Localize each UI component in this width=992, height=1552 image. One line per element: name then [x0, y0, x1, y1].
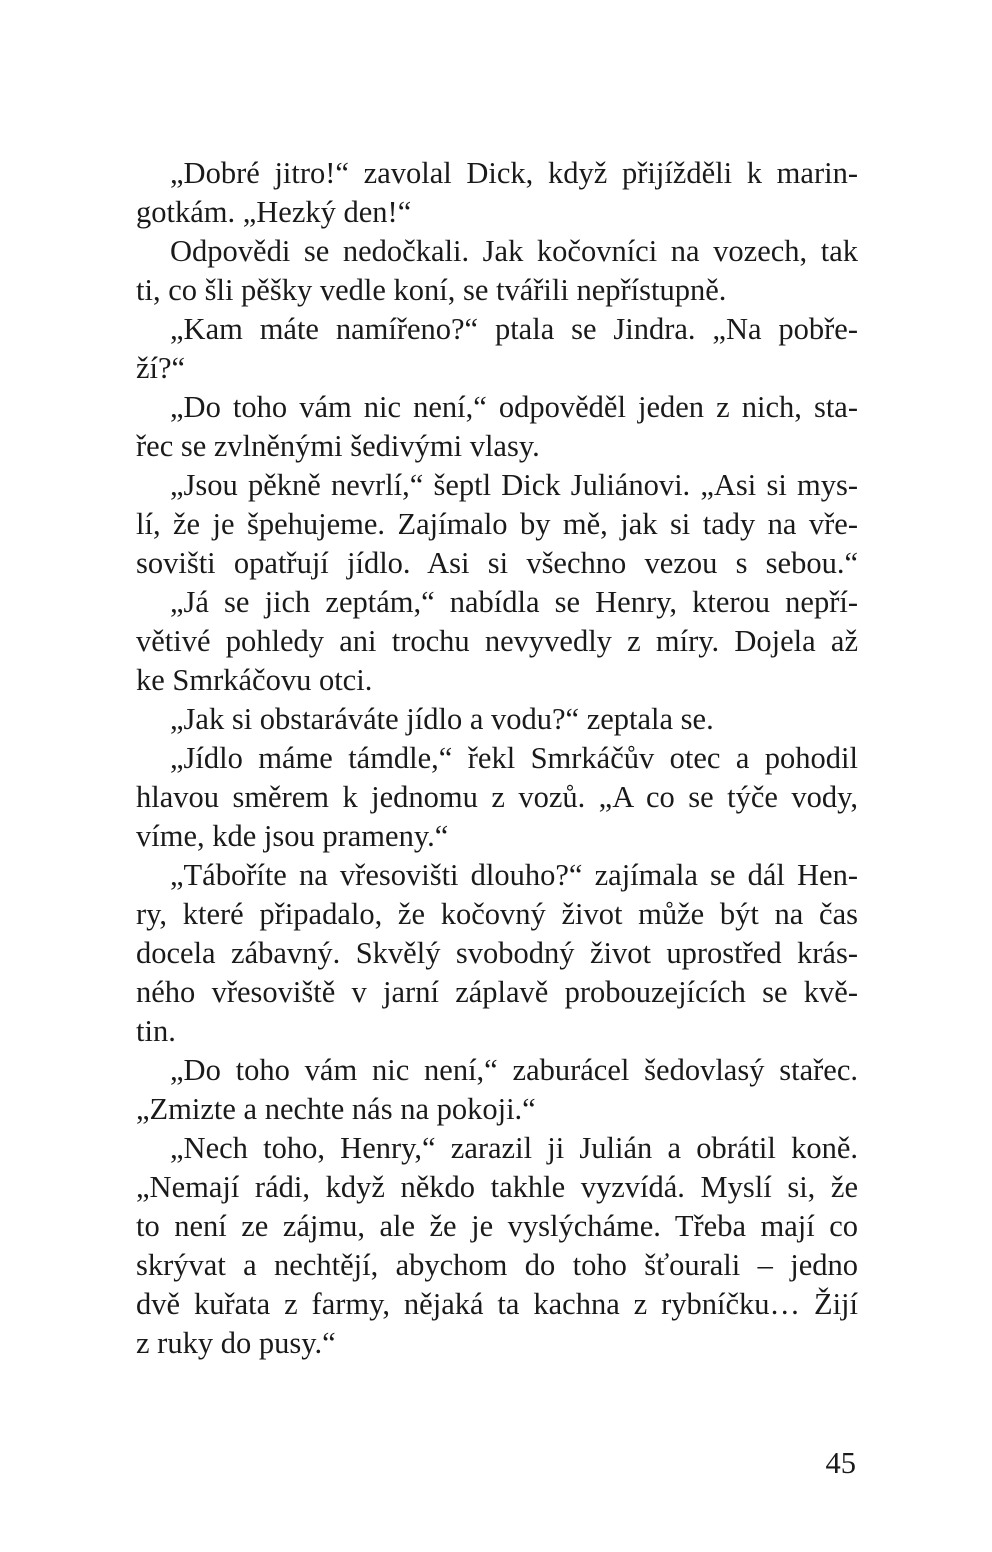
text-line: hlavou směrem k jednomu z vozů. „A co se týče vody,	[136, 780, 858, 814]
text-line: sovišti opatřují jídlo. Asi si všechno vezou s sebou.“	[136, 546, 858, 580]
text-line: ného vřesoviště v jarní záplavě probouzejících se kvě-	[136, 975, 858, 1009]
text-line: ry, které připadalo, že kočovný život může být na čas	[136, 897, 858, 931]
page-number: 45	[825, 1446, 856, 1480]
text-line: „Jídlo máme támdle,“ řekl Smrkáčův otec a pohodil	[170, 741, 858, 775]
text-line: řec se zvlněnými šedivými vlasy.	[136, 429, 540, 463]
text-line: „Kam máte namířeno?“ ptala se Jindra. „Na pobře-	[170, 312, 858, 346]
text-line: skrývat a nechtějí, abychom do toho šťourali – jedno	[136, 1248, 858, 1282]
text-line: „Dobré jitro!“ zavolal Dick, když přijížděli k marin-	[170, 156, 858, 190]
text-line: větivé pohledy ani trochu nevyvedly z míry. Dojela až	[136, 624, 858, 658]
text-line: z ruky do pusy.“	[136, 1326, 336, 1360]
text-line: „Nemají rádi, když někdo takhle vyzvídá. Myslí si, že	[136, 1170, 858, 1204]
text-line: ti, co šli pěšky vedle koní, se tvářili nepřístupně.	[136, 273, 727, 307]
text-line: „Táboříte na vřesovišti dlouho?“ zajímala se dál Hen-	[170, 858, 858, 892]
text-line: ke Smrkáčovu otci.	[136, 663, 373, 697]
text-line: Odpovědi se nedočkali. Jak kočovníci na vozech, tak	[170, 234, 858, 268]
text-line: to není ze zájmu, ale že je vyslýcháme. Třeba mají co	[136, 1209, 858, 1243]
text-line: tin.	[136, 1014, 176, 1048]
text-line: „Já se jich zeptám,“ nabídla se Henry, kterou nepří-	[170, 585, 858, 619]
text-line: „Do toho vám nic není,“ zaburácel šedovlasý stařec.	[170, 1053, 858, 1087]
text-line: lí, že je špehujeme. Zajímalo by mě, jak si tady na vře-	[136, 507, 858, 541]
text-line: „Zmizte a nechte nás na pokoji.“	[136, 1092, 536, 1126]
text-line: víme, kde jsou prameny.“	[136, 819, 449, 853]
text-line: „Jak si obstaráváte jídlo a vodu?“ zeptala se.	[170, 702, 714, 736]
text-line: „Nech toho, Henry,“ zarazil ji Julián a obrátil koně.	[170, 1131, 858, 1165]
body-text	[136, 154, 858, 1363]
text-line: ží?“	[136, 351, 186, 385]
text-line: docela zábavný. Skvělý svobodný život uprostřed krás-	[136, 936, 858, 970]
text-line: „Do toho vám nic není,“ odpověděl jeden z nich, sta-	[170, 390, 858, 424]
text-line: dvě kuřata z farmy, nějaká ta kachna z rybníčku… Žijí	[136, 1287, 858, 1321]
text-line: gotkám. „Hezký den!“	[136, 195, 412, 229]
text-line: „Jsou pěkně nevrlí,“ šeptl Dick Juliánovi. „Asi si mys-	[170, 468, 858, 502]
